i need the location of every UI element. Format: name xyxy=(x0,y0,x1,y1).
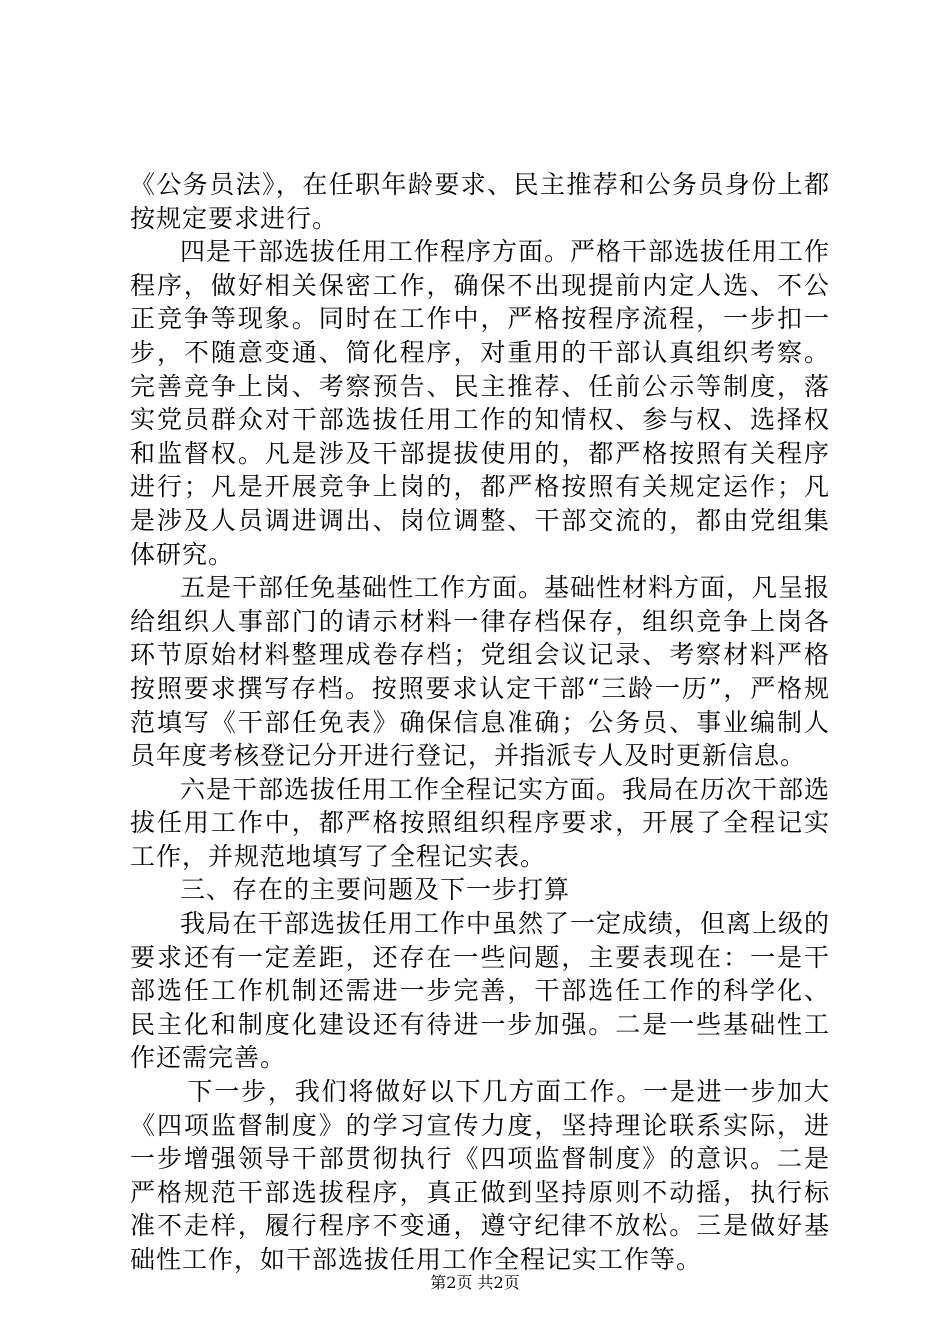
document-body xyxy=(130,168,830,1277)
section-heading-problems: 三、存在的主要问题及下一步打算 xyxy=(180,875,571,905)
page-footer xyxy=(0,1270,950,1293)
paragraph-continuation: 《公务员法》，在任职年龄要求、民主推荐和公务员身份上都按规定要求进行。 xyxy=(130,170,830,233)
paragraph-next-steps: 下一步，我们将做好以下几方面工作。一是进一步加大《四项监督制度》的学习宣传力度，坚持理论联系实际，进一步增强领导干部贯彻执行《四项监督制度》的意识。二是严格规范干部选拔程序，真正做到坚持原则不动摇，执行标准不走样，履行程序不变通，遵守纪律不放松。三是做好基础性工作，如干部选拔任用工作全程记实工作等。 xyxy=(130,1077,830,1274)
paragraph-section-five: 五是干部任免基础性工作方面。基础性材料方面，凡呈报给组织人事部门的请示材料一律存档保存，组织竞争上岗各环节原始材料整理成卷存档；党组会议记录、考察材料严格按照要求撰写存档。按照要求认定干部“三龄一历”，严格规范填写《干部任免表》确保信息准确；公务员、事业编制人员年度考核登记分开进行登记，并指派专人及时更新信息。 xyxy=(130,573,831,771)
page-number: 第2页 共2页 xyxy=(430,1273,520,1292)
paragraph-problems: 我局在干部选拔任用工作中虽然了一定成绩，但离上级的要求还有一定差距，还存在一些问题，主要表现在：一是干部选任工作机制还需进一步完善，干部选任工作的科学化、民主化和制度化建设还有待进一步加强。二是一些基础性工作还需完善。 xyxy=(130,909,831,1073)
paragraph-section-four: 四是干部选拔任用工作程序方面。严格干部选拔任用工作程序，做好相关保密工作，确保不出现提前内定人选、不公正竞争等现象。同时在工作中，严格按程序流程，一步扣一步，不随意变通、简化程序，对重用的干部认真组织考察。完善竞争上岗、考察预告、民主推荐、任前公示等制度，落实党员群众对干部选拔任用工作的知情权、参与权、选择权和监督权。凡是涉及干部提拔使用的，都严格按照有关程序进行；凡是开展竞争上岗的，都严格按照有关规定运作；凡是涉及人员调进调出、岗位调整、干部交流的，都由党组集体研究。 xyxy=(130,237,831,569)
paragraph-section-six: 六是干部选拔任用工作全程记实方面。我局在历次干部选拔任用工作中，都严格按照组织程序要求，开展了全程记实工作，并规范地填写了全程记实表。 xyxy=(130,774,831,871)
